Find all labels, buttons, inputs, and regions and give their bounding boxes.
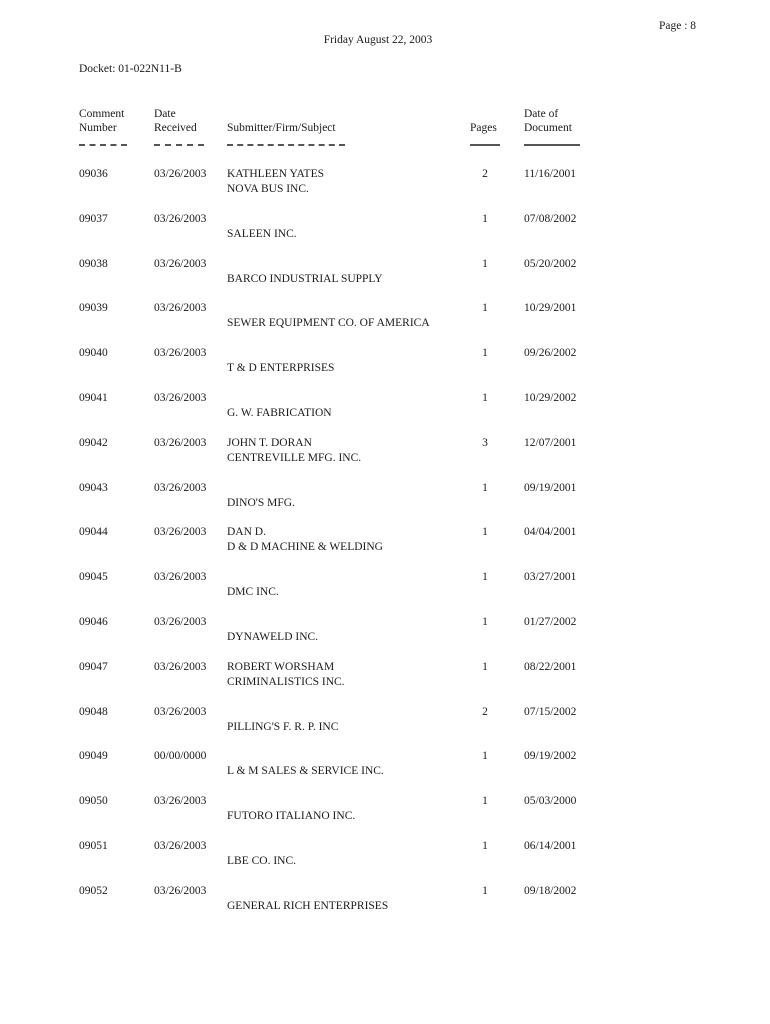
page-count: 1 — [482, 795, 488, 807]
document-date: 09/26/2002 — [524, 347, 577, 359]
submitter-firm: GENERAL RICH ENTERPRISES — [227, 900, 389, 912]
comment-number: 09042 — [79, 437, 108, 449]
date-received: 03/26/2003 — [154, 437, 207, 449]
table-row — [0, 346, 770, 382]
date-received: 03/26/2003 — [154, 302, 207, 314]
document-date: 05/20/2002 — [524, 258, 577, 270]
page-count: 1 — [482, 616, 488, 628]
submitter — [227, 525, 383, 555]
submitter-name — [227, 839, 296, 854]
submitter-name: ROBERT WORSHAM — [227, 661, 335, 673]
date-received: 03/26/2003 — [154, 526, 207, 538]
document-date: 05/03/2000 — [524, 795, 577, 807]
submitter-firm: T & D ENTERPRISES — [227, 362, 335, 374]
report-date: Friday August 22, 2003 — [323, 34, 433, 46]
submitter-name — [227, 301, 430, 316]
page-count: 1 — [482, 571, 488, 583]
page-count: 2 — [482, 168, 488, 180]
date-received: 03/26/2003 — [154, 482, 207, 494]
date-received: 03/26/2003 — [154, 258, 207, 270]
page-count: 2 — [482, 706, 488, 718]
date-received: 03/26/2003 — [154, 347, 207, 359]
submitter-name: KATHLEEN YATES — [227, 168, 324, 180]
document-date: 10/29/2001 — [524, 302, 577, 314]
submitter-name: JOHN T. DORAN — [227, 437, 312, 449]
document-date: 12/07/2001 — [524, 437, 577, 449]
submitter — [227, 257, 383, 287]
submitter — [227, 884, 388, 914]
submitter — [227, 167, 324, 197]
page-count: 1 — [482, 347, 488, 359]
date-received: 00/00/0000 — [154, 750, 207, 762]
table-row — [0, 570, 770, 606]
submitter — [227, 705, 338, 735]
table-row — [0, 884, 770, 920]
submitter-firm: L & M SALES & SERVICE INC. — [227, 765, 384, 777]
page-count: 1 — [482, 750, 488, 762]
header-date-received: Date Received — [154, 108, 197, 134]
submitter-firm: DINO'S MFG. — [227, 497, 295, 509]
submitter-name — [227, 212, 297, 227]
header-pages: Pages — [470, 122, 497, 134]
date-received: 03/26/2003 — [154, 213, 207, 225]
page-count: 1 — [482, 213, 488, 225]
date-received: 03/26/2003 — [154, 392, 207, 404]
submitter-firm: BARCO INDUSTRIAL SUPPLY — [227, 273, 383, 285]
submitter-name — [227, 749, 384, 764]
submitter-name — [227, 794, 355, 809]
comment-number: 09046 — [79, 616, 108, 628]
page-count: 1 — [482, 885, 488, 897]
table-row — [0, 436, 770, 472]
comment-number: 09040 — [79, 347, 108, 359]
document-date: 08/22/2001 — [524, 661, 577, 673]
submitter-firm: NOVA BUS INC. — [227, 183, 309, 195]
submitter — [227, 391, 332, 421]
submitter — [227, 436, 361, 466]
page-count: 1 — [482, 392, 488, 404]
header-date-of-document: Date of Document — [524, 108, 572, 134]
submitter — [227, 794, 355, 824]
comment-number: 09039 — [79, 302, 108, 314]
page-count: 1 — [482, 840, 488, 852]
submitter-name — [227, 481, 295, 496]
comment-number: 09047 — [79, 661, 108, 673]
table-row — [0, 391, 770, 427]
submitter-firm: DMC INC. — [227, 586, 279, 598]
document-date: 01/27/2002 — [524, 616, 577, 628]
document-date: 04/04/2001 — [524, 526, 577, 538]
submitter-name — [227, 705, 338, 720]
page-count: 1 — [482, 661, 488, 673]
table-row — [0, 705, 770, 741]
submitter — [227, 301, 430, 331]
table-row — [0, 660, 770, 696]
submitter-name — [227, 884, 388, 899]
submitter-firm: FUTORO ITALIANO INC. — [227, 810, 356, 822]
comment-number: 09052 — [79, 885, 108, 897]
comment-number: 09045 — [79, 571, 108, 583]
submitter-firm: D & D MACHINE & WELDING — [227, 541, 383, 553]
document-date: 10/29/2002 — [524, 392, 577, 404]
submitter — [227, 749, 384, 779]
page-count: 1 — [482, 482, 488, 494]
header-submitter: Submitter/Firm/Subject — [227, 122, 336, 134]
comment-number: 09041 — [79, 392, 108, 404]
submitter — [227, 481, 295, 511]
submitter-name — [227, 257, 383, 272]
table-row — [0, 167, 770, 203]
page-number: Page : 8 — [659, 20, 697, 32]
date-received: 03/26/2003 — [154, 885, 207, 897]
table-row — [0, 301, 770, 337]
submitter — [227, 660, 345, 690]
page-count: 1 — [482, 258, 488, 270]
table-row — [0, 212, 770, 248]
date-received: 03/26/2003 — [154, 168, 207, 180]
comment-number: 09036 — [79, 168, 108, 180]
submitter-firm: CENTREVILLE MFG. INC. — [227, 452, 362, 464]
comment-number: 09044 — [79, 526, 108, 538]
date-received: 03/26/2003 — [154, 795, 207, 807]
submitter-firm: PILLING'S F. R. P. INC — [227, 721, 339, 733]
submitter — [227, 212, 297, 242]
table-row — [0, 794, 770, 830]
header-comment-number: Comment Number — [79, 108, 125, 134]
document-date: 11/16/2001 — [524, 168, 576, 180]
date-received: 03/26/2003 — [154, 616, 207, 628]
submitter — [227, 346, 334, 376]
date-received: 03/26/2003 — [154, 571, 207, 583]
table-row — [0, 257, 770, 293]
document-date: 07/08/2002 — [524, 213, 577, 225]
table-row — [0, 749, 770, 785]
comment-number: 09048 — [79, 706, 108, 718]
docket-number: Docket: 01-022N11-B — [79, 63, 182, 75]
date-received: 03/26/2003 — [154, 840, 207, 852]
submitter-firm: SEWER EQUIPMENT CO. OF AMERICA — [227, 317, 430, 329]
page-count: 1 — [482, 526, 488, 538]
submitter-firm: CRIMINALISTICS INC. — [227, 676, 345, 688]
submitter-name — [227, 391, 332, 406]
date-received: 03/26/2003 — [154, 706, 207, 718]
date-received: 03/26/2003 — [154, 661, 207, 673]
comment-number: 09049 — [79, 750, 108, 762]
submitter — [227, 570, 279, 600]
document-date: 03/27/2001 — [524, 571, 577, 583]
comment-number: 09050 — [79, 795, 108, 807]
submitter-name: DAN D. — [227, 526, 266, 538]
page-count: 1 — [482, 302, 488, 314]
document-date: 09/18/2002 — [524, 885, 577, 897]
submitter-name — [227, 570, 279, 585]
table-row — [0, 525, 770, 561]
submitter — [227, 615, 318, 645]
submitter-firm: DYNAWELD INC. — [227, 631, 319, 643]
comment-number: 09038 — [79, 258, 108, 270]
submitter-name — [227, 346, 334, 361]
table-row — [0, 481, 770, 517]
comment-number: 09051 — [79, 840, 108, 852]
comment-number: 09037 — [79, 213, 108, 225]
table-row — [0, 615, 770, 651]
submitter-firm: G. W. FABRICATION — [227, 407, 332, 419]
submitter — [227, 839, 296, 869]
document-date: 06/14/2001 — [524, 840, 577, 852]
table-row — [0, 839, 770, 875]
document-date: 07/15/2002 — [524, 706, 577, 718]
comment-number: 09043 — [79, 482, 108, 494]
document-date: 09/19/2002 — [524, 750, 577, 762]
document-date: 09/19/2001 — [524, 482, 577, 494]
submitter-firm: SALEEN INC. — [227, 228, 297, 240]
page-count: 3 — [482, 437, 488, 449]
submitter-name — [227, 615, 318, 630]
submitter-firm: LBE CO. INC. — [227, 855, 296, 867]
